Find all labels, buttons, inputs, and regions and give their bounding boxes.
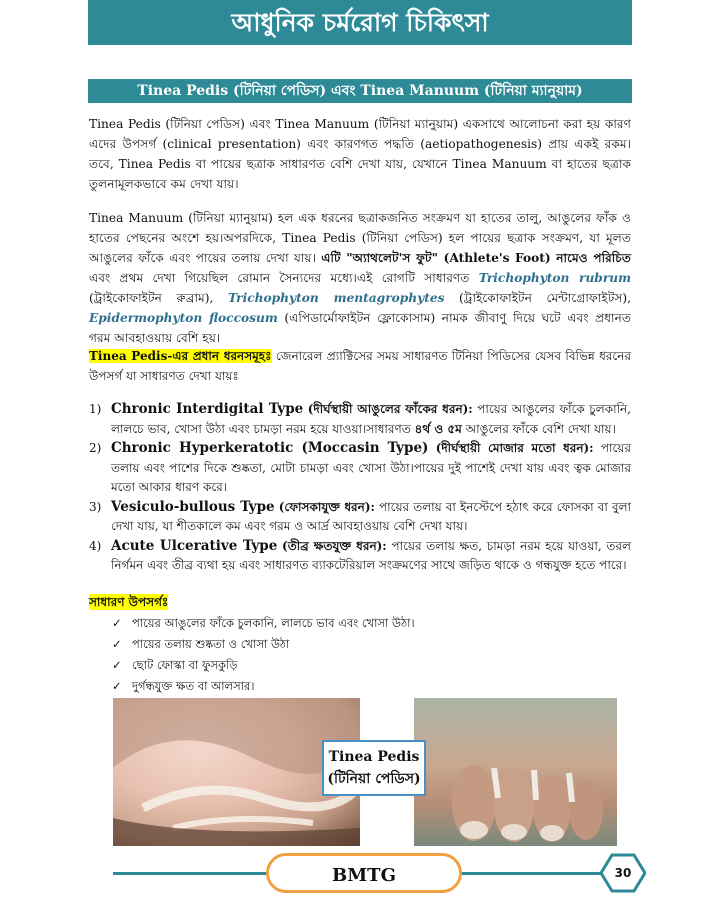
symptom-text: পায়ের আঙুলের ফাঁকে চুলকানি, লালচে ভাব এবং খোসা উঠা।	[132, 616, 415, 630]
type-bangla-name: (ফোসকাযুক্ত ধরন):	[278, 499, 375, 514]
page-number-text: 30	[614, 866, 632, 880]
type-name: Chronic Interdigital Type	[111, 401, 304, 417]
desc-text-a: Tinea Manuum (টিনিয়া ম্যানুয়াম) হল এক ধরনের ছত্রাকজনিত সংক্রমণ যা হাতের তালু, আঙুলের ফাঁক ও হাতের পেছনের অংশে হয়।অপরদিকে, Tinea Pedis (টিনিয়া পেডিস) হল পায়ের ছত্রাক সংক্রমণ, যা মূলত আঙুলের ফাঁকে এবং পায়ের তলায় দেখা যায়।	[89, 211, 631, 265]
check-icon: ✓	[112, 616, 122, 630]
symptom-text: পায়ের তলায় শুষ্কতা ও খোসা উঠা	[132, 637, 290, 651]
symptom-item	[112, 655, 415, 676]
type-description-end: আঙুলের ফাঁকে বেশি দেখা যায়।	[465, 421, 616, 436]
type-name: Vesiculo-bullous Type	[111, 498, 275, 515]
symptoms-heading: সাধারণ উপসর্গঃ	[89, 595, 169, 609]
type-description: পায়ের আঙুলের ফাঁকে চুলকানি, লালচে ভাব, খোসা উঠা এবং চামড়া নরম হয়ে যাওয়া।সাধারণত	[111, 402, 631, 436]
page-header: আধুনিক চর্মরোগ চিকিৎসা	[88, 0, 632, 45]
types-intro	[89, 346, 631, 386]
symptom-item	[112, 613, 415, 634]
section-title: Tinea Pedis (টিনিয়া পেডিস) এবং Tinea Manuum (টিনিয়া ম্যানুয়াম)	[88, 79, 632, 103]
type-bold-part: ৪র্থ ও ৫ম	[414, 421, 462, 436]
types-intro-text: জেনারেল প্র্যাক্টিসের সময় সাধারণত টিনিয়া পিডিসের যেসব বিভিন্ন ধরনের উপসর্গ যা সাধারণত দেখা যায়ঃ	[89, 349, 631, 383]
check-icon: ✓	[112, 637, 122, 651]
species-trichophyton-rubrum: Trichophyton rubrum	[478, 271, 632, 285]
type-item	[89, 439, 631, 498]
desc-text-c: এবং প্রথম দেখা গিয়েছিল রোমান সৈন্যদের মধ্যে।এই রোগটি সাধারণত	[89, 271, 470, 285]
symptom-text: দুর্গন্ধযুক্ত ক্ষত বা আলসার।	[132, 679, 255, 693]
footer-brand: BMTG	[266, 853, 462, 893]
athletes-foot-note: এটি "অ্যাথলেট'স ফুট" (Athlete's Foot) নামেও পরিচিত	[321, 251, 631, 265]
desc-text-f: (এপিডার্মোফাইটন ফ্লোকোসাম) নামক জীবাণু দিয়ে ঘটে এবং প্রধানত গরম আবহাওয়ায় বেশি হয়।	[89, 311, 632, 345]
type-description: পায়ের তলায় ক্ষত, চামড়া নরম হয়ে যাওয়া, তরল নির্গমন এবং তীব্র ব্যথা হয় এবং সাধারণত ব্যাকটেরিয়াল সংক্রমণের সাথে জড়িত থাকে ও গন্ধযুক্ত হতে পারে।	[111, 538, 631, 572]
type-number: 3)	[89, 499, 102, 514]
type-number: 1)	[89, 402, 102, 416]
photo-caption	[322, 740, 426, 796]
photo-foot-illustration	[414, 698, 617, 846]
type-item	[89, 400, 631, 439]
types-heading: Tinea Pedis-এর প্রধান ধরনসমূহঃ	[89, 349, 272, 363]
type-name: Chronic Hyperkeratotic (Moccasin Type)	[111, 440, 429, 456]
caption-line-2: (টিনিয়া পেডিস)	[327, 771, 421, 787]
symptom-item	[112, 634, 415, 655]
intro-paragraph: Tinea Pedis (টিনিয়া পেডিস) এবং Tinea Manuum (টিনিয়া ম্যানুয়াম) একসাথে আলোচনা করা হয় কারণ এদের উপসর্গ (clinical presentation) এবং কারণগত পদ্ধতি (aetiopathogenesis) প্রায় একই রকম। তবে, Tinea Pedis বা পায়ের ছত্রাক সাধারণত বেশি দেখা যায়, যেখানে Tinea Manuum বা হাতের ছত্রাক তুলনামূলকভাবে কম দেখা যায়।	[89, 117, 631, 191]
check-icon: ✓	[112, 679, 122, 693]
type-number: 2)	[89, 441, 102, 455]
type-number: 4)	[89, 538, 102, 553]
symptom-item	[112, 676, 415, 697]
type-description: পায়ের তলায় এবং পাশের দিকে শুষ্কতা, মোটা চামড়া এবং খোসা উঠা।পায়ের দুই পাশেই দেখা যায় এবং ত্বক মোজার মতো আকার ধারণ করে।	[111, 441, 631, 494]
type-bangla-name: (তীব্র ক্ষতযুক্ত ধরন):	[282, 538, 387, 553]
species-epidermophyton-floccosum: Epidermophyton floccosum	[89, 311, 278, 325]
type-bangla-name: (দীর্ঘস্থায়ী মোজার মতো ধরন):	[435, 441, 594, 455]
type-description: পায়ের তলায় বা ইনস্টেপে হঠাৎ করে ফোসকা বা বুলা দেখা যায়, যা শীতকালে কম এবং গরম ও আর্দ্র আবহাওয়ায় বেশি দেখা যায়।	[111, 499, 631, 533]
desc-text-e: (ট্রাইকোফাইটন মেন্টাগ্রোফাইটস),	[459, 291, 632, 305]
check-icon: ✓	[112, 658, 122, 672]
photo-foot-tinea	[414, 698, 617, 846]
types-list	[89, 400, 631, 576]
symptoms-list	[112, 613, 415, 697]
type-name: Acute Ulcerative Type	[111, 537, 278, 554]
species-trichophyton-mentagrophytes: Trichophyton mentagrophytes	[228, 291, 445, 305]
symptom-text: ছোট ফোস্কা বা ফুসকুড়ি	[132, 658, 238, 672]
description-paragraph	[89, 208, 631, 348]
type-item	[89, 498, 631, 537]
caption-line-1: Tinea Pedis	[328, 749, 420, 765]
type-item	[89, 537, 631, 576]
page-number	[600, 853, 646, 893]
desc-text-d: (ট্রাইকোফাইটন রুব্রাম),	[89, 291, 214, 305]
type-bangla-name: (দীর্ঘস্থায়ী আঙুলের ফাঁকের ধরন):	[307, 402, 473, 416]
